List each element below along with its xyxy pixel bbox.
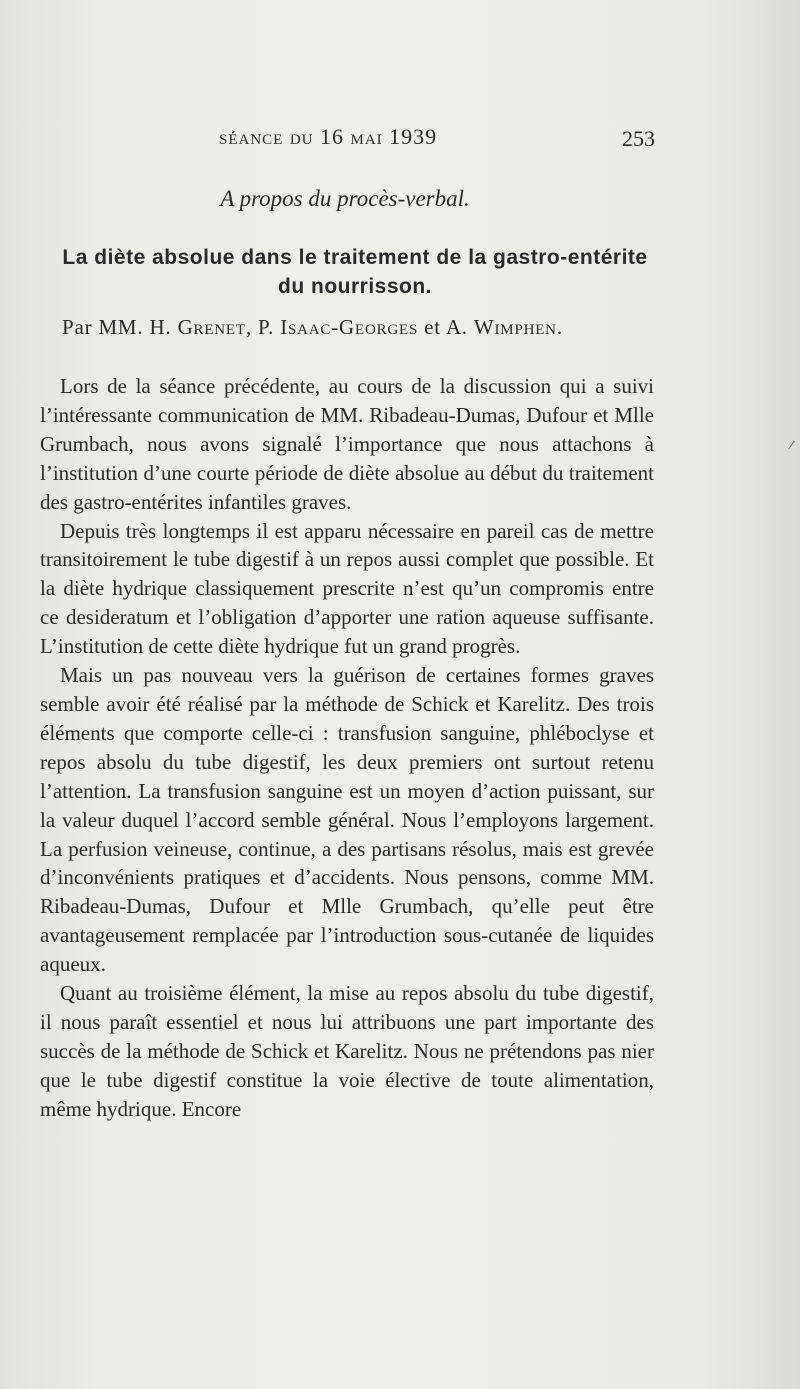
author-separator-1: , P. bbox=[245, 315, 281, 339]
article-title-line-2: du nourrisson. bbox=[278, 275, 432, 298]
paragraph-1: Lors de la séance précédente, au cours de la discussion qui a suivi l’intéressante communication de MM. Ribadeau-Dumas, Dufour et Mlle Grumbach, nous avons signalé l’importance que nous attachons à l’institution d’une courte période de diète absolue au début du traitement des gastro-entérites infantiles graves. bbox=[40, 374, 654, 514]
running-title: séance du 16 mai 1939 bbox=[219, 124, 438, 149]
article-title bbox=[40, 243, 670, 301]
page-number: 253 bbox=[622, 126, 655, 151]
author-wimphen: Wimphen bbox=[473, 315, 557, 339]
author-separator-2: et A. bbox=[418, 315, 474, 339]
author-line bbox=[62, 315, 662, 340]
article-body bbox=[40, 372, 654, 1124]
paragraph-4: Quant au troisième élément, la mise au repos absolu du tube digestif, il nous paraît essentiel et nous lui attribuons une part importante des succès de la méthode de Schick et Karelitz. Nous ne prétendons pas nier que le tube digestif constitue la voie élective de toute alimentation, même hydrique. Encore bbox=[40, 981, 654, 1121]
paragraph-3: Mais un pas nouveau vers la guérison de certaines formes graves semble avoir été réalisé par la méthode de Schick et Karelitz. Des trois éléments que comporte celle-ci : transfusion sanguine, phléboclyse et repos absolu du tube digestif, les deux premiers ont surtout retenu l’attention. La transfusion sanguine est un moyen d’action puissant, sur la valeur duquel l’accord semble général. Nous l’employons largement. La perfusion veineuse, continue, a des partisans résolus, mais est grevée d’inconvénients pratiques et d’accidents. Nous pensons, comme MM. Ribadeau-Dumas, Dufour et Mlle Grumbach, qu’elle peut être avantageusement remplacée par l’introduction sous-cutanée de liquides aqueux. bbox=[40, 663, 654, 977]
author-grenet: Grenet bbox=[177, 315, 246, 339]
section-label: A propos du procès-verbal. bbox=[220, 186, 470, 211]
running-header bbox=[0, 124, 800, 156]
article-title-line-1: La diète absolue dans le traitement de la gastro-entérite bbox=[62, 246, 648, 269]
author-isaac-georges: Isaac-Georges bbox=[280, 315, 419, 339]
margin-mark bbox=[788, 441, 795, 450]
author-suffix: . bbox=[556, 315, 563, 339]
author-prefix: Par MM. H. bbox=[62, 315, 178, 339]
paragraph-2: Depuis très longtemps il est apparu nécessaire en pareil cas de mettre transitoirement le tube digestif à un repos aussi complet que possible. Et la diète hydrique classiquement prescrite n’est qu’un compromis entre ce desideratum et l’obligation d’apporter une ration aqueuse suffisante. L’institution de cette diète hydrique fut un grand progrès. bbox=[40, 518, 654, 659]
